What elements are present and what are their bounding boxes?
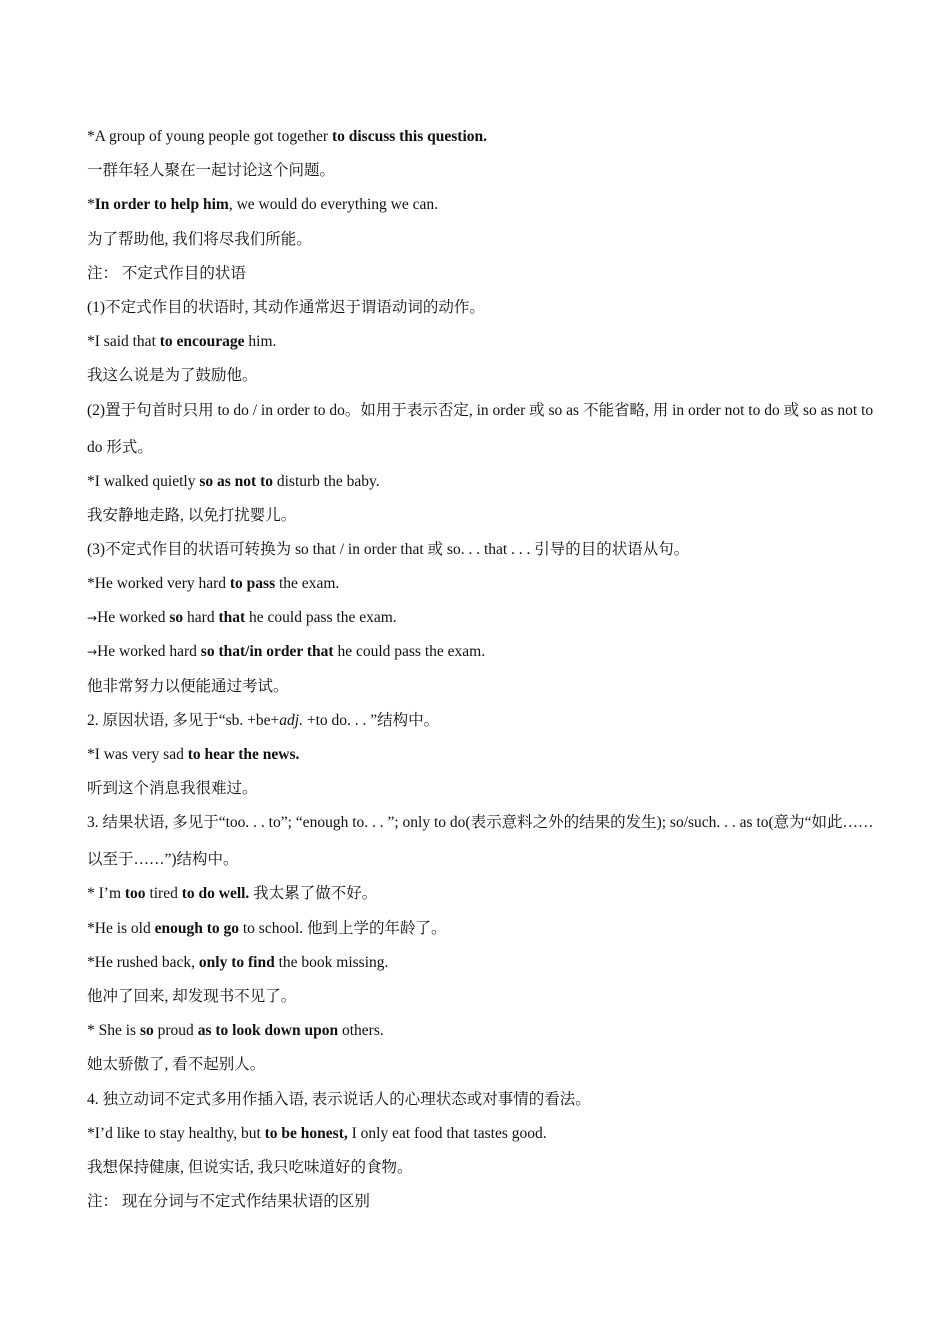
sentence-text: *I walked quietly [87,472,200,490]
bold-phrase: too [124,885,146,903]
sentence-text: He worked hard [97,643,201,661]
bold-phrase: to be honest, [264,1124,348,1142]
bold-phrase: as to look down upon [197,1022,339,1040]
sentence-text: , we would do everything we can. [228,196,439,214]
bold-phrase: so that/in order that [200,643,334,661]
bold-phrase: so [139,1022,154,1040]
bold-phrase: only to find [198,953,275,971]
sentence-text: *I said that [87,333,160,351]
sentence-text: the exam. [275,575,340,593]
bold-phrase: to hear the news. [187,746,300,763]
note-heading: 注： 不定式作目的状语 [87,264,246,282]
bold-phrase: to pass [229,575,276,593]
rule-text: (2)置于句首时只用 to do / in order to do。如用于表示否定, in order 或 so as 不能省略, 用 in order not to do 或 so as not to do 形式。 [87,401,874,456]
transformed-sentence [87,605,877,639]
sentence-text: *He worked very hard [87,575,230,593]
rule-text: 4. 独立动词不定式多用作插入语, 表示说话人的心理状态或对事情的看法。 [87,1090,591,1108]
example-sentence [87,881,877,915]
rule-text: (3)不定式作目的状语可转换为 so that / in order that 或 so. . . that . . . 引导的目的状语从句。 [87,540,690,558]
bold-phrase: In order to help him [94,196,229,214]
right-arrow-icon: → [87,645,98,660]
example-sentence [87,1018,877,1052]
rule-text: (1)不定式作目的状语时, 其动作通常迟于谓语动词的动作。 [87,298,485,316]
sentence-text: disturb the baby. [273,472,380,490]
right-arrow-icon: → [87,611,98,626]
sentence-text: I only eat food that tastes good. [347,1124,547,1142]
translation: 我这么说是为了鼓励他。 [87,367,258,385]
translation: 一群年轻人聚在一起讨论这个问题。 [87,162,336,180]
example-sentence [87,742,877,776]
italic-word: adj. [279,711,303,729]
sentence-text: He worked [97,609,170,627]
example-sentence [87,571,877,605]
rule-text: 3. 结果状语, 多见于“too. . . to”; “enough to. . . ”; only to do(表示意料之外的结果的发生); so/such. . . as to(意为“如此……以至于……”)结构中。 [87,814,874,869]
note-heading: 注： 现在分词与不定式作结果状语的区别 [87,1193,370,1211]
transformed-sentence [87,639,877,673]
sentence-text: he could pass the exam. [333,643,486,661]
bold-phrase: that [218,609,246,627]
sentence-text: hard [183,609,219,627]
sentence-text: * She is [87,1022,140,1040]
sentence-text: +to do. . . ”结构中。 [302,711,440,729]
example-sentence [87,950,877,984]
sentence-text: *I was very sad [87,746,188,763]
example-sentence [87,469,877,503]
sentence-text: proud [153,1022,198,1040]
bold-phrase: so [169,609,184,627]
bold-phrase: to discuss this question. [331,128,487,145]
translation: 他冲了回来, 却发现书不见了。 [87,987,297,1005]
bold-phrase: enough to go [154,919,239,937]
bold-phrase: to encourage [159,333,245,351]
example-sentence [87,124,877,158]
example-sentence [87,916,877,950]
translation: 听到这个消息我很难过。 [87,780,258,798]
bold-phrase: to do well. [181,885,250,903]
sentence-text: the book missing. [274,953,389,971]
translation: 我安静地走路, 以免打扰婴儿。 [87,506,297,524]
sentence-text: * I’m [87,885,125,903]
sentence-text: *He rushed back, [87,953,199,971]
sentence-text: *A group of young people got together [87,128,332,145]
sentence-text: 2. 原因状语, 多见于“sb. +be+ [87,711,280,729]
sentence-text: him. [244,333,277,351]
translation: 为了帮助他, 我们将尽我们所能。 [87,230,312,248]
document-page [87,124,877,1223]
rule-text [87,708,877,742]
example-sentence [87,1121,877,1155]
sentence-text: 我太累了做不好。 [249,885,378,903]
bold-phrase: so as not to [199,472,273,490]
example-sentence [87,329,877,363]
sentence-text: others. [338,1022,384,1040]
sentence-text: *He is old [87,919,155,937]
sentence-text: tired [145,885,182,903]
translation: 她太骄傲了, 看不起别人。 [87,1056,266,1074]
sentence-text: he could pass the exam. [245,609,397,627]
translation: 我想保持健康, 但说实话, 我只吃味道好的食物。 [87,1158,413,1176]
example-sentence [87,192,877,226]
sentence-text: *I’d like to stay healthy, but [87,1124,265,1142]
sentence-text: to school. 他到上学的年龄了。 [239,919,447,937]
sentence-text: * [87,196,95,214]
translation: 他非常努力以便能通过考试。 [87,677,289,695]
